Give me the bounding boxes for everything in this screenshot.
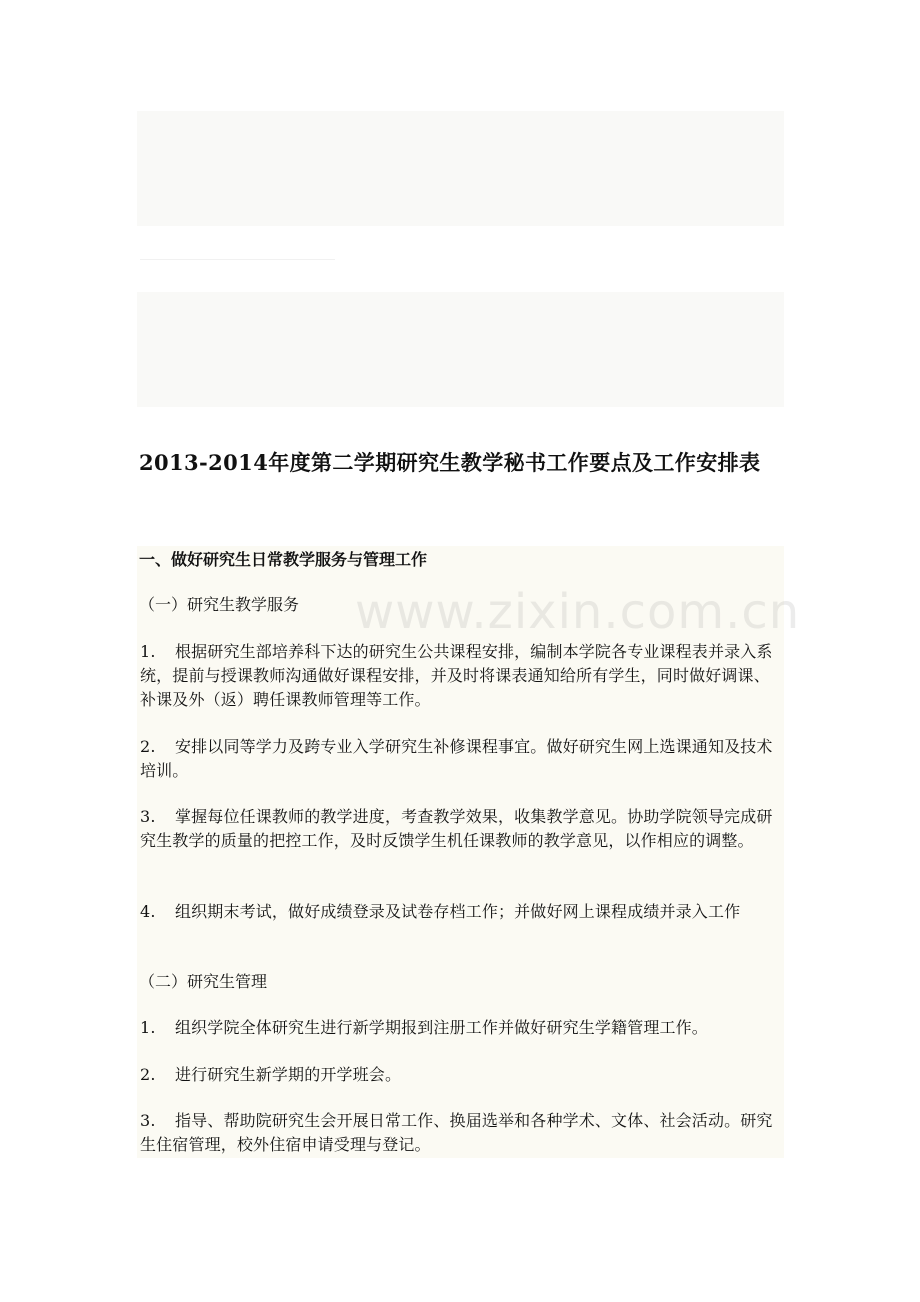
item-text: 进行研究生新学期的开学班会。 <box>175 1065 402 1084</box>
list-item <box>140 1063 785 1087</box>
item-number: 1. <box>140 642 156 661</box>
item-text: 安排以同等学力及跨专业入学研究生补修课程事宜。做好研究生网上选课通知及技术培训。 <box>140 737 773 780</box>
subsection-heading-teaching: （一）研究生教学服务 <box>139 595 300 614</box>
section-heading: 一、做好研究生日常教学服务与管理工作 <box>139 550 428 569</box>
divider <box>140 259 335 260</box>
item-number: 2. <box>140 1065 156 1084</box>
item-number: 3. <box>140 1111 156 1130</box>
item-text: 掌握每位任课教师的教学进度，考查教学效果，收集教学意见。协助学院领导完成研究生教学的质量的把控工作，及时反馈学生机任课教师的教学意见，以作相应的调整。 <box>140 807 773 850</box>
item-number: 3. <box>140 807 156 826</box>
list-item <box>140 735 785 783</box>
subsection-heading-management: （二）研究生管理 <box>139 972 268 991</box>
item-text: 根据研究生部培养科下达的研究生公共课程安排，编制本学院各专业课程表并录入系统，提前与授课教师沟通做好课程安排，并及时将课表通知给所有学生，同时做好调课、补课及外（返）聘任课教师管理等工作。 <box>140 642 773 709</box>
item-text: 组织学院全体研究生进行新学期报到注册工作并做好研究生学籍管理工作。 <box>175 1018 708 1037</box>
list-item <box>140 1016 785 1040</box>
item-number: 2. <box>140 737 156 756</box>
list-item <box>140 805 785 853</box>
document-title: 2013-2014年度第二学期研究生教学秘书工作要点及工作安排表 <box>139 450 761 475</box>
item-number: 1. <box>140 1018 156 1037</box>
item-text: 组织期末考试，做好成绩登录及试卷存档工作；并做好网上课程成绩并录入工作 <box>175 902 741 921</box>
blank-panel-top <box>137 111 784 226</box>
list-item <box>140 640 785 712</box>
list-item <box>140 1109 785 1157</box>
blank-panel-middle <box>137 292 784 407</box>
item-text: 指导、帮助院研究生会开展日常工作、换届选举和各种学术、文体、社会活动。研究生住宿管理，校外住宿申请受理与登记。 <box>140 1111 773 1154</box>
list-item <box>140 900 785 924</box>
item-number: 4. <box>140 902 156 921</box>
watermark: www.zixin.com.cn <box>355 584 801 640</box>
